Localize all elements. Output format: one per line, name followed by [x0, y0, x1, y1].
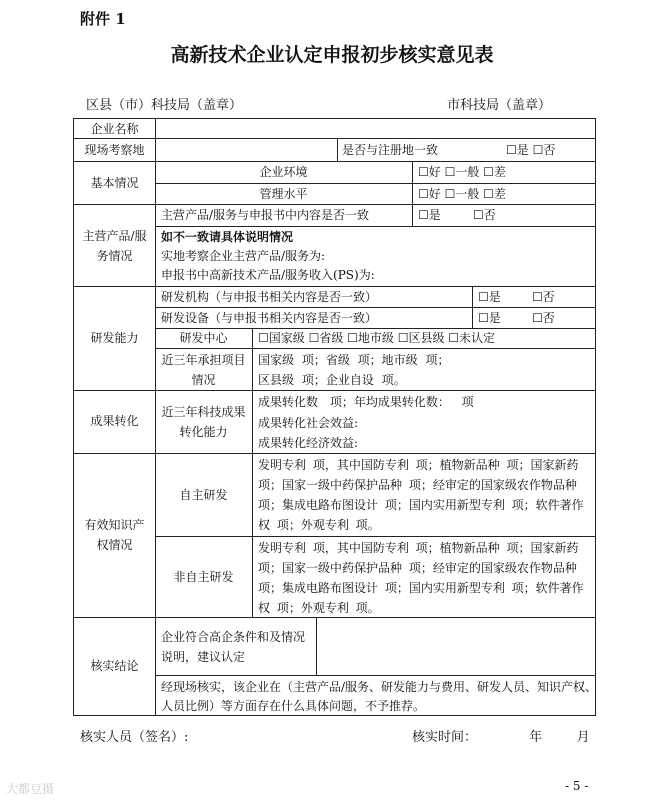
- conclusion-prompt-line1: 企业符合高企条件和及情况: [161, 630, 306, 644]
- own-ip-line3: 项；集成电路布图设计 项；国内实用新型专利 项；软件著作: [258, 498, 584, 512]
- rd-center-label: 研发中心: [179, 331, 228, 345]
- projects-label-line1: 近三年承担项目: [161, 353, 246, 367]
- transfer-count-line: 成果转化数 项；年均成果转化数： 项: [258, 395, 474, 409]
- ip-section-label-line1: 有效知识产: [84, 518, 145, 532]
- month-label: 月: [576, 730, 590, 745]
- actual-products-line: 实地考察企业主营产品/服务为:: [161, 249, 326, 263]
- rd-org-yes[interactable]: ☐是: [478, 290, 501, 304]
- product-section-label: 主营产品/服 务情况: [82, 229, 147, 263]
- transfer-section-label: 成果转化: [90, 414, 139, 428]
- inconsistent-title: 如不一致请具体说明情况: [161, 230, 294, 244]
- conclusion-prompt-line2: 说明，建议认定: [161, 650, 246, 664]
- own-rd-label: 自主研发: [179, 488, 228, 502]
- economic-benefit-line: 成果转化经济效益:: [258, 436, 359, 450]
- conclusion-note-line2: 人员比例）等方面存在什么具体问题，不予推荐。: [161, 699, 426, 713]
- ps-income-line: 申报书中高新技术产品/服务收入(PS)为:: [161, 268, 375, 282]
- rd-org-question: 研发机构（与申报书相关内容是否一致）: [161, 290, 378, 304]
- page-number: - 5 -: [565, 779, 589, 793]
- product-no-option[interactable]: ☐否: [473, 208, 496, 222]
- ip-section-label-line2: 权情况: [96, 538, 133, 552]
- env-options[interactable]: ☐好 ☐一般 ☐差: [418, 165, 506, 179]
- registered-match-question: 是否与注册地一致: [342, 143, 439, 157]
- basic-info-label: 基本情况: [90, 176, 139, 190]
- site-visit-label: 现场考察地: [84, 143, 145, 157]
- city-seal-label: 市科技局（盖章）: [447, 98, 552, 113]
- non-own-ip-line2: 项；国家一级中药保护品种 项；经审定的国家级农作物品种: [258, 561, 577, 575]
- transfer-label-line1: 近三年科技成果: [161, 405, 246, 419]
- own-ip-line4: 权 项；外观专利 项。: [258, 518, 380, 532]
- own-ip-line1: 发明专利 项，其中国防专利 项；植物新品种 项；国家新药: [258, 458, 579, 472]
- year-label: 年: [529, 730, 543, 745]
- mgmt-label: 管理水平: [259, 187, 308, 201]
- page-title: 高新技术企业认定申报初步核实意见表: [170, 44, 494, 66]
- rd-equip-no[interactable]: ☐否: [532, 311, 555, 325]
- watermark: 大都豆摄: [6, 782, 55, 796]
- product-yes-option[interactable]: ☐是: [418, 208, 441, 222]
- non-own-ip-line3: 项；集成电路布图设计 项；国内实用新型专利 项；软件著作: [258, 581, 584, 595]
- non-own-ip-line1: 发明专利 项，其中国防专利 项；植物新品种 项；国家新药: [258, 541, 579, 555]
- verifier-signature-label: 核实人员（签名）:: [80, 730, 189, 745]
- non-own-rd-label: 非自主研发: [173, 570, 234, 584]
- product-match-question: 主营产品/服务与申报书中内容是否一致: [161, 208, 370, 222]
- verify-time-text: 核实时间：: [412, 730, 478, 745]
- own-ip-line2: 项；国家一级中药保护品种 项；经审定的国家级农作物品种: [258, 478, 577, 492]
- projects-counts-line2: 区县级 项；企业自设 项。: [258, 373, 406, 387]
- mgmt-options[interactable]: ☐好 ☐一般 ☐差: [418, 187, 506, 201]
- attachment-label: 附件 1: [80, 10, 126, 28]
- rd-equip-question: 研发设备（与申报书相关内容是否一致）: [161, 311, 378, 325]
- rd-center-options[interactable]: ☐国家级 ☐省级 ☐地市级 ☐区县级 ☐未认定: [258, 331, 496, 345]
- conclusion-note-line1: 经现场核实，该企业在（主营产品/服务、研发能力与费用、研发人员、知识产权、: [161, 680, 598, 694]
- non-own-ip-line4: 权 项；外观专利 项。: [258, 601, 380, 615]
- transfer-label-line2: 转化能力: [179, 425, 228, 439]
- registered-match-options[interactable]: ☐是 ☐否: [506, 143, 556, 157]
- district-seal-label: 区县（市）科技局（盖章）: [86, 98, 243, 113]
- rd-org-no[interactable]: ☐否: [532, 290, 555, 304]
- projects-label-line2: 情况: [191, 373, 216, 387]
- conclusion-section-label: 核实结论: [90, 659, 139, 673]
- company-name-label: 企业名称: [90, 122, 139, 136]
- social-benefit-line: 成果转化社会效益:: [258, 416, 359, 430]
- rd-section-label: 研发能力: [90, 331, 139, 345]
- env-label: 企业环境: [259, 165, 308, 179]
- verify-time-label: [412, 726, 590, 745]
- rd-equip-yes[interactable]: ☐是: [478, 311, 501, 325]
- projects-counts-line1: 国家级 项；省级 项；地市级 项；: [258, 353, 450, 367]
